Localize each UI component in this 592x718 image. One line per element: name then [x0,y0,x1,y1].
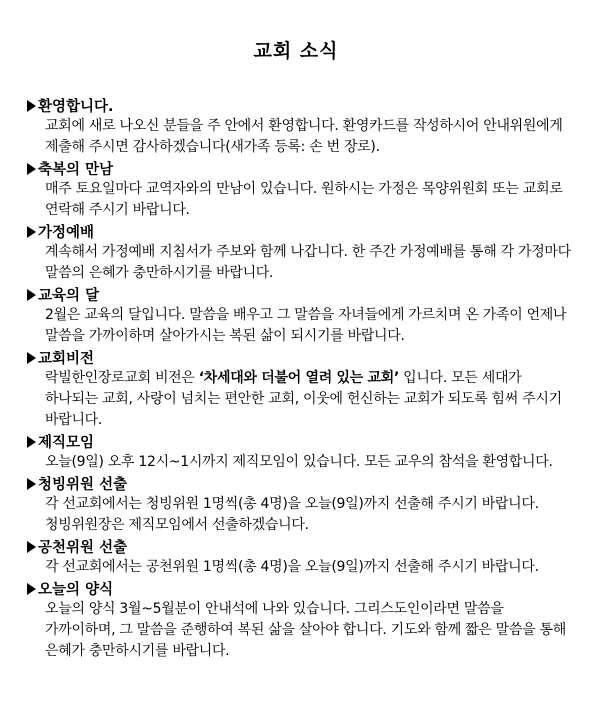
section-body: 오늘(9일) 오후 12시~1시까지 제직모임이 있습니다. 모든 교우의 참석을 환영합니다. [45,454,553,470]
section-heading [26,473,592,494]
section-body [45,368,575,431]
section-heading [26,158,592,179]
section-heading-text: 청빙위원 선출 [38,477,128,493]
section-church-vision [26,347,592,431]
section-body: 계속해서 가정예배 지침서가 주보와 함께 나갑니다. 한 주간 가정예배를 통해 각 가정마다 말씀의 은혜가 충만하시기를 바랍니다. [45,244,571,281]
vision-emphasis: ‘차세대와 더불어 열려 있는 교회’ [198,370,400,386]
section-nominating-committee [26,536,592,578]
section-heading-text: 가정예배 [38,225,95,241]
section-welcome [26,95,592,158]
section-heading-text: 교육의 달 [38,288,100,304]
triangle-bullet-icon [27,436,36,448]
section-body: 매주 토요일마다 교역자와의 만남이 있습니다. 원하시는 가정은 목양위원회 또는 교회로 연락해 주시기 바랍니다. [45,181,563,218]
section-body: 2월은 교육의 달입니다. 말씀을 배우고 그 말씀을 자녀들에게 가르치며 온 가족이 언제나 말씀을 가까이하며 살아가시는 복된 삶이 되시기를 바랍니다. [45,307,567,344]
section-body: 각 선교회에서는 청빙위원 1명씩(총 4명)을 오늘(9일)까지 선출해 주시기 바랍니다. 청빙위원장은 제직모임에서 선출하겠습니다. [45,496,539,533]
section-heading-text: 환영합니다. [38,99,114,115]
section-family-worship [26,221,592,284]
triangle-bullet-icon [27,163,36,175]
section-heading-text: 공천위원 선출 [38,540,128,556]
triangle-bullet-icon [27,352,36,364]
section-education-month [26,284,592,347]
section-heading-text: 축복의 만남 [38,162,114,178]
section-heading [26,347,592,368]
section-daily-bread [26,578,592,662]
section-heading [26,431,592,452]
section-heading-text: 제직모임 [38,435,95,451]
section-body: 교회에 새로 나오신 분들을 주 안에서 환영합니다. 환영카드를 작성하시어 안내위원에게 제출해 주시면 감사하겠습니다(새가족 등록: 손 번 장로). [45,118,563,155]
triangle-bullet-icon [27,100,36,112]
section-heading-text: 오늘의 양식 [38,582,114,598]
vision-text-before: 락빌한인장로교회 비전은 [45,370,199,386]
section-body: 각 선교회에서는 공천위원 1명씩(총 4명)을 오늘(9일)까지 선출해 주시기 바랍니다. [45,559,539,575]
triangle-bullet-icon [27,583,36,595]
section-deacons-meeting [26,431,592,473]
section-heading [26,536,592,557]
triangle-bullet-icon [27,289,36,301]
section-heading [26,578,592,599]
section-heading [26,284,592,305]
section-body: 오늘의 양식 3월~5월분이 안내석에 나와 있습니다. 그리스도인이라면 말씀을 가까이하며, 그 말씀을 준행하여 복된 삶을 살아야 합니다. 기도와 함께 짧은 말씀을 통해 은혜가 충만하시기를 바랍니다. [45,601,566,659]
section-heading [26,95,592,116]
section-heading [26,221,592,242]
triangle-bullet-icon [27,226,36,238]
section-search-committee [26,473,592,536]
page-title: 교회 소식 [253,40,339,62]
triangle-bullet-icon [27,541,36,553]
section-heading-text: 교회비전 [38,351,95,367]
section-blessing-meeting [26,158,592,221]
vision-text-after: 입니다. 모든 세대가 하나되는 교회, 사랑이 넘치는 편안한 교회, 이웃에 헌신하는 교회가 되도록 힘써 주시기 바랍니다. [45,370,562,428]
triangle-bullet-icon [27,478,36,490]
